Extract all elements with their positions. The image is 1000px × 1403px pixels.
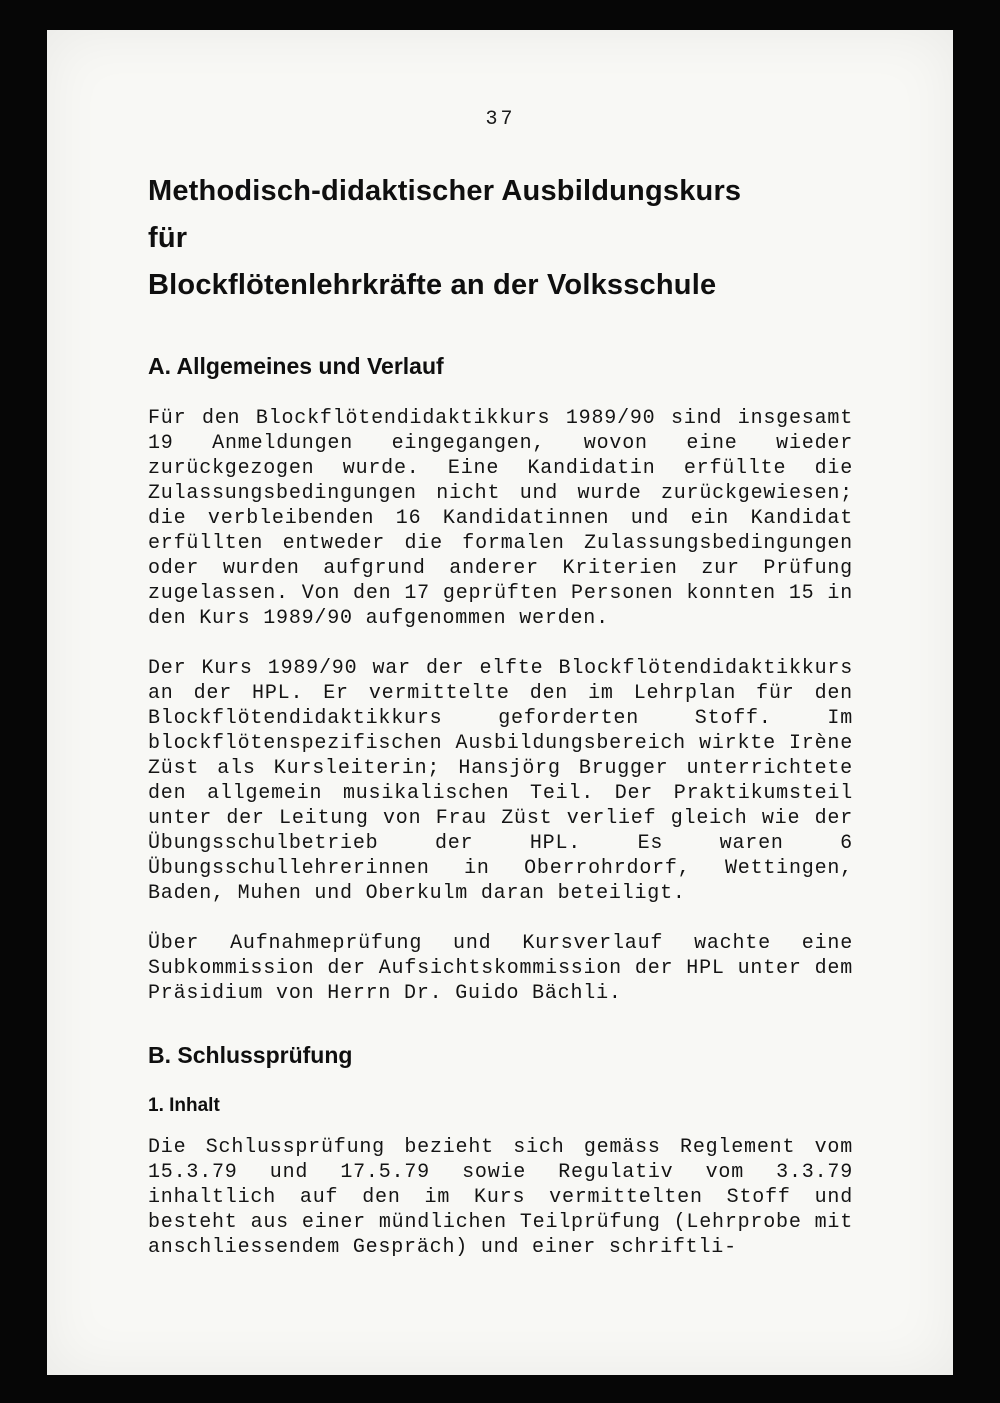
page-number: 37	[485, 108, 516, 131]
section-a-paragraph-2: Der Kurs 1989/90 war der elfte Blockflötendidaktikkurs an der HPL. Er vermittelte den im Lehrplan für den Blockflötendidaktikkurs geforderten Stoff. Im blockflötenspezifischen Ausbildungsbereich wirkte Irène Züst als Kursleiterin; Hansjörg Brugger unterrichtete den allgemein musikalischen Teil. Der Praktikumsteil unter der Leitung von Frau Züst verlief gleich wie der Übungsschulbetrieb der HPL. Es waren 6 Übungsschullehrerinnen in Oberrohrdorf, Wettingen, Baden, Muhen und Oberkulm daran beteiligt.	[148, 657, 853, 905]
section-a-paragraph-3: Über Aufnahmeprüfung und Kursverlauf wachte eine Subkommission der Aufsichtskommission der HPL unter dem Präsidium von Herrn Dr. Guido Bächli.	[148, 932, 853, 1005]
section-b-subheading: 1. Inhalt	[148, 1095, 220, 1116]
document-page	[47, 30, 953, 1375]
section-a	[148, 353, 853, 1006]
document-title	[148, 168, 853, 309]
page-content	[47, 30, 953, 1260]
section-b	[148, 1042, 853, 1260]
section-a-heading: A. Allgemeines und Verlauf	[148, 353, 444, 379]
title-line-2: für	[148, 222, 188, 254]
section-b-paragraph-1: Die Schlussprüfung bezieht sich gemäss Reglement vom 15.3.79 und 17.5.79 sowie Regulativ vom 3.3.79 inhaltlich auf den im Kurs vermittelten Stoff und besteht aus einer mündlichen Teilprüfung (Lehrprobe mit anschliessendem Gespräch) und einer schriftli-	[148, 1136, 853, 1259]
section-a-paragraph-1: Für den Blockflötendidaktikkurs 1989/90 sind insgesamt 19 Anmeldungen eingegangen, wovon eine wieder zurückgezogen wurde. Eine Kandidatin erfüllte die Zulassungsbedingungen nicht und wurde zurückgewiesen; die verbleibenden 16 Kandidatinnen und ein Kandidat erfüllten entweder die formalen Zulassungsbedingungen oder wurden aufgrund anderer Kriterien zur Prüfung zugelassen. Von den 17 geprüften Personen konnten 15 in den Kurs 1989/90 aufgenommen werden.	[148, 407, 853, 630]
section-b-heading: B. Schlussprüfung	[148, 1042, 353, 1068]
title-line-3: Blockflötenlehrkräfte an der Volksschule	[148, 269, 717, 301]
title-line-1: Methodisch-didaktischer Ausbildungskurs	[148, 175, 742, 207]
